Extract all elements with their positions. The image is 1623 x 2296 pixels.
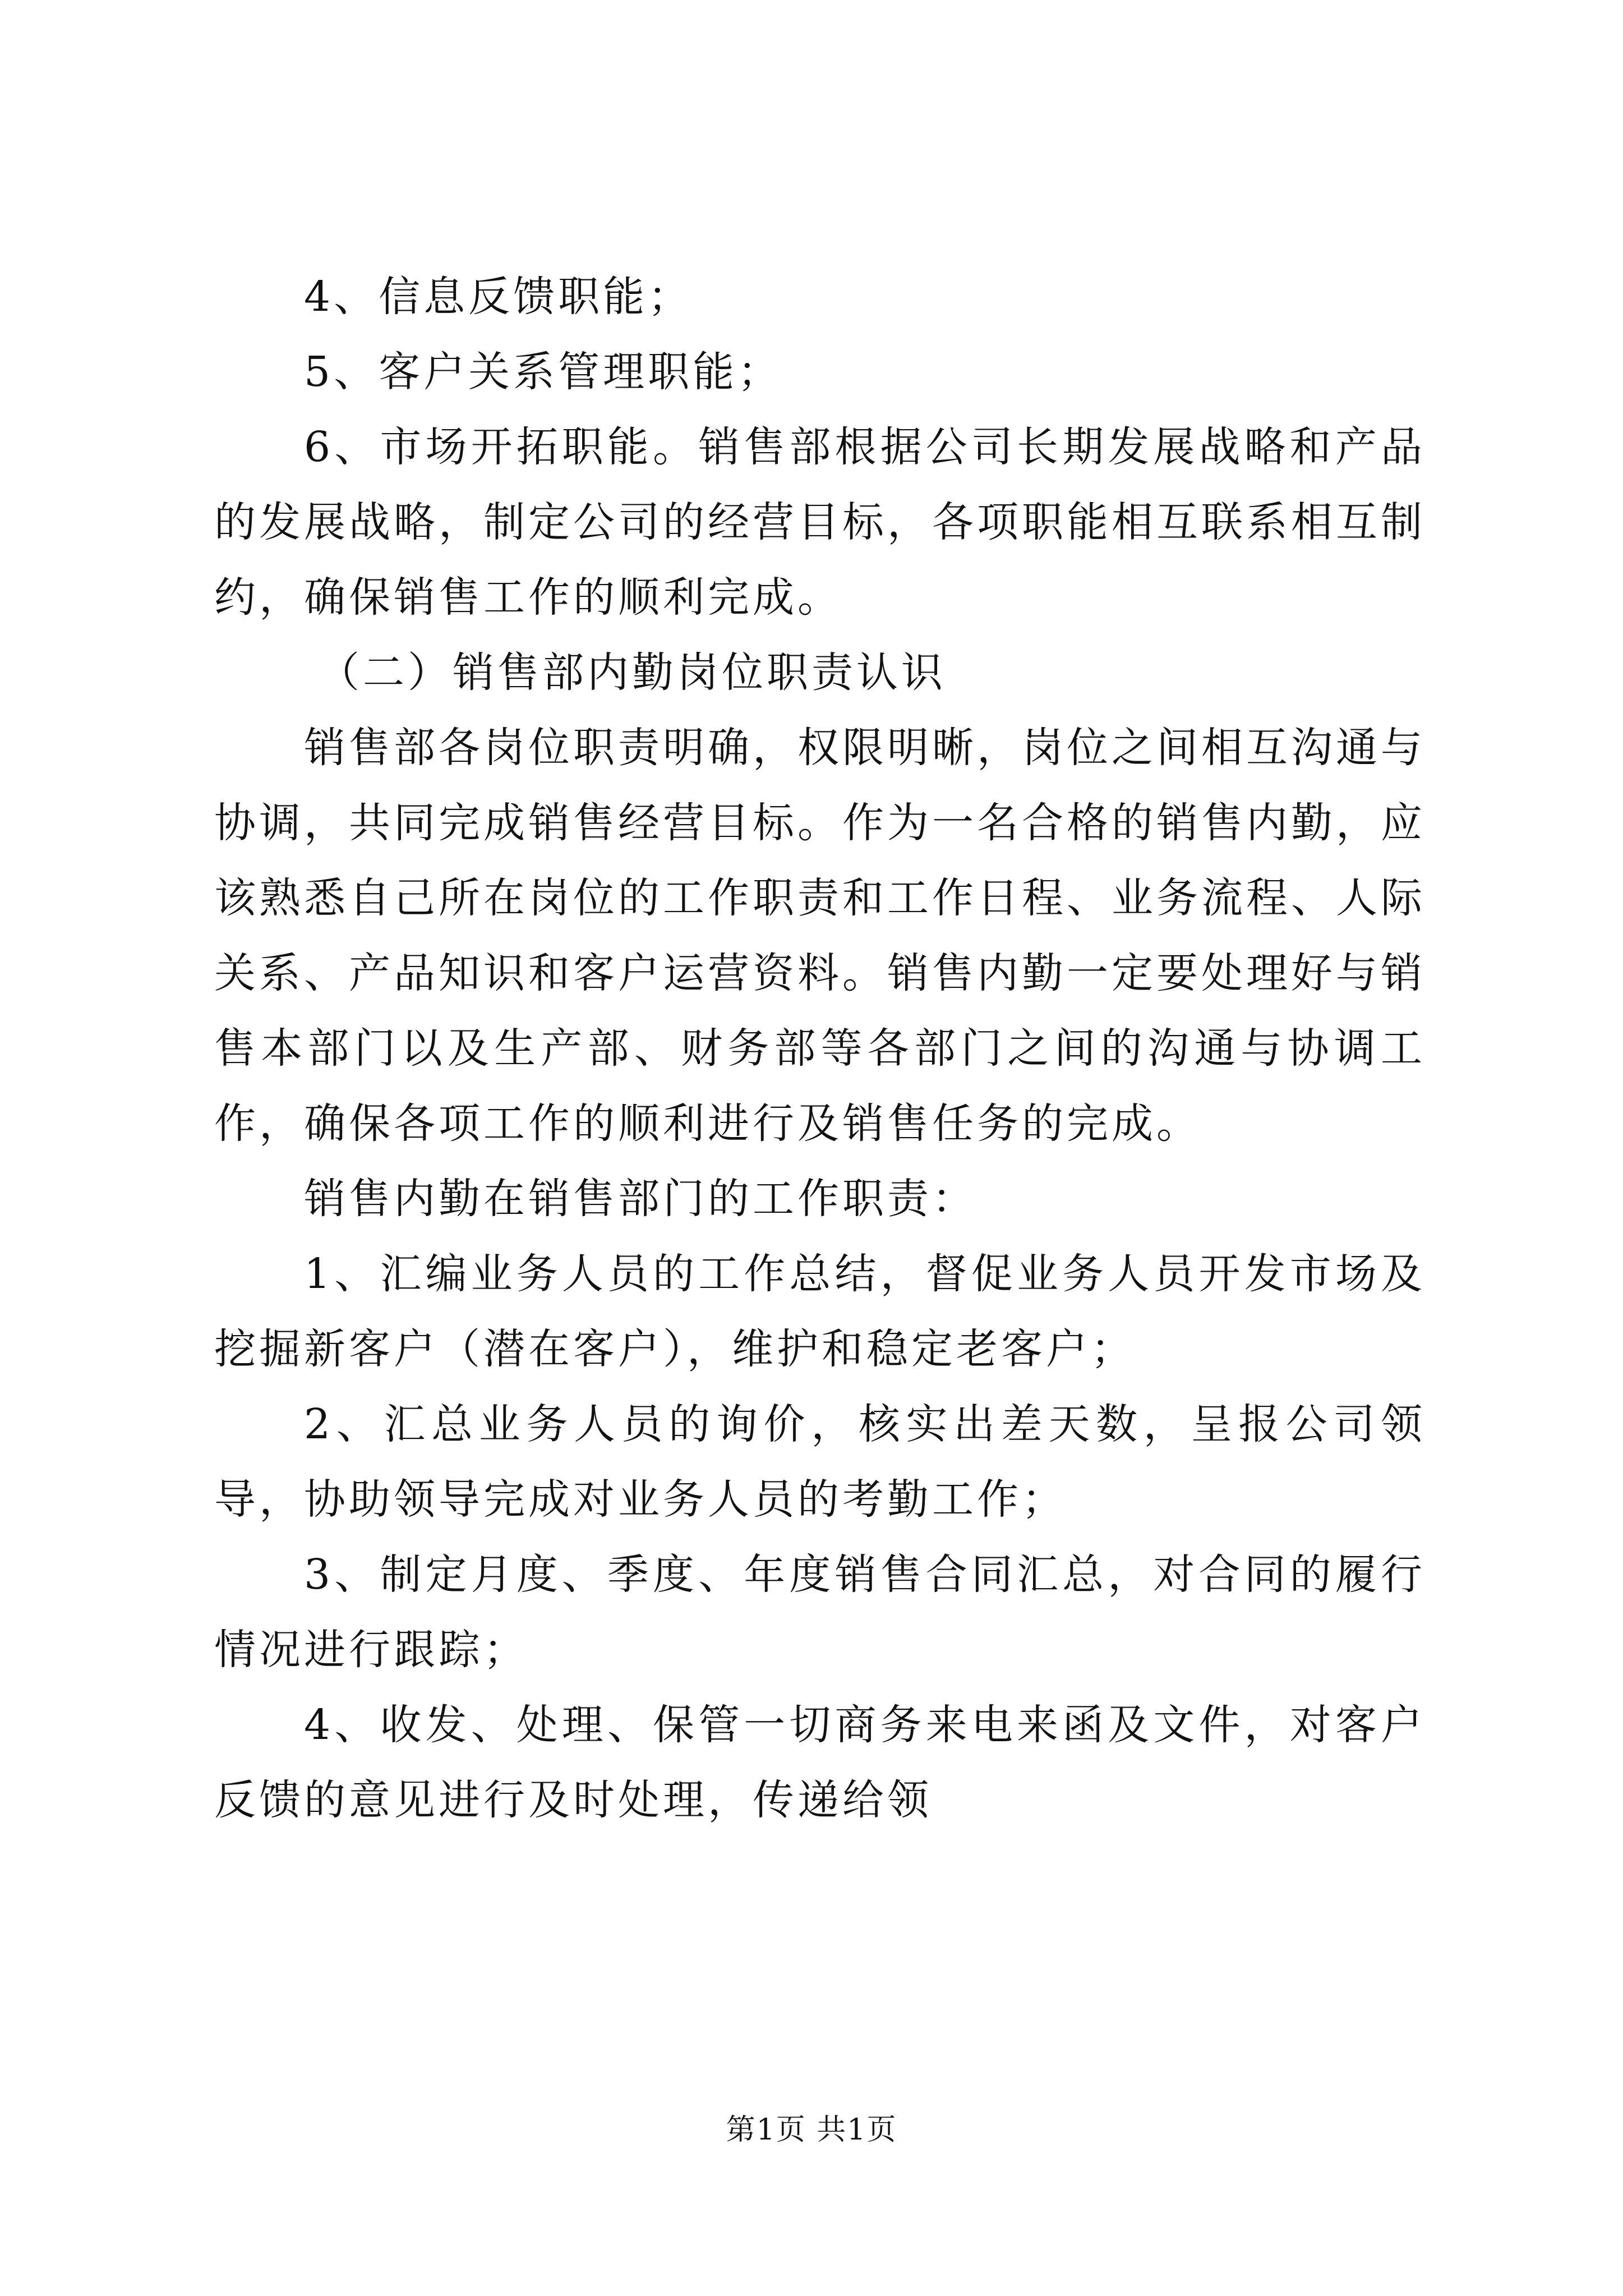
paragraph-duty-3: 3、制定月度、季度、年度销售合同汇总，对合同的履行情况进行跟踪； xyxy=(214,1550,1426,1674)
paragraph-duty-4: 4、收发、处理、保管一切商务来电来函及文件，对客户反馈的意见进行及时处理，传递给领 xyxy=(214,1701,1426,1824)
paragraph-duty-1: 1、汇编业务人员的工作总结，督促业务人员开发市场及挖掘新客户（潜在客户），维护和稳定老客户； xyxy=(214,1250,1426,1373)
paragraph-duties-lead: 销售内勤在销售部门的工作职责： xyxy=(304,1175,977,1223)
paragraph-item-5-customer-relations: 5、客户关系管理职能； xyxy=(304,348,783,396)
paragraph-responsibilities-intro: 销售部各岗位职责明确，权限明晰，岗位之间相互沟通与协调，共同完成销售经营目标。作为一名合格的销售内勤，应该熟悉自己所在岗位的工作职责和工作日程、业务流程、人际关系、产品知识和客户运营资料。销售内勤一定要处理好与销售本部门以及生产部、财务部等各部门之间的沟通与协调工作，确保各项工作的顺利进行及销售任务的完成。 xyxy=(214,724,1426,1148)
paragraph-item-6-market-expansion: 6、市场开拓职能。销售部根据公司长期发展战略和产品的发展战略，制定公司的经营目标，各项职能相互联系相互制约，确保销售工作的顺利完成。 xyxy=(214,423,1426,622)
document-body xyxy=(214,259,1426,1838)
section-heading: （二）销售部内勤岗位职责认识 xyxy=(318,648,946,697)
paragraph-duty-2: 2、汇总业务人员的询价，核实出差天数，呈报公司领导，协助领导完成对业务人员的考勤工作； xyxy=(214,1400,1426,1524)
page-footer: 第1页 共1页 xyxy=(726,2113,897,2147)
paragraph-item-4-info-feedback: 4、信息反馈职能； xyxy=(304,273,693,321)
